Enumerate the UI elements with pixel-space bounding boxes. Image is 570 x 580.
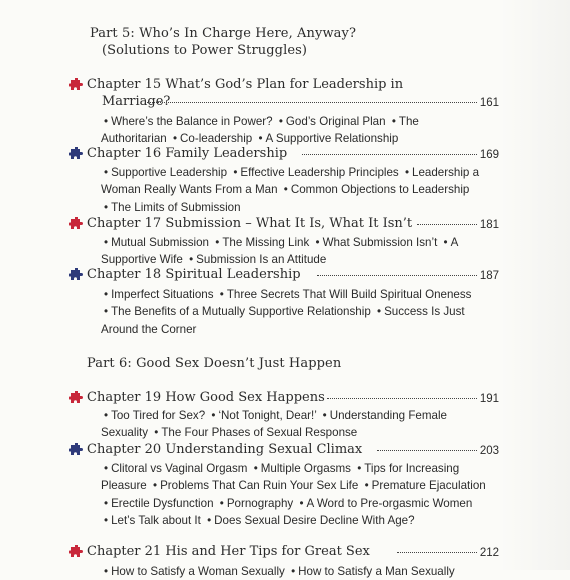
topic-item: Submission Is an Attitude [196,253,327,267]
bullet: • [283,183,288,197]
bullet: • [315,236,320,249]
bullet: • [207,513,212,527]
chapter-title: Chapter 15 What’s God’s Plan for Leadership in [87,77,404,92]
topic-item: What Submission Isn’t [322,236,438,249]
chapter-20-topics [101,460,486,529]
topic-item: ‘Not Tonight, Dear!’ [218,409,317,422]
chapter-title: Chapter 19 How Good Sex Happens [87,390,325,405]
topic-item: Tips for Increasing Pleasure [101,462,460,493]
chapter-15-entry [69,77,499,111]
page-number: 212 [479,547,499,559]
topic-item: Three Secrets That Will Build Spiritual Oneness [226,288,472,301]
page-number: 187 [479,270,499,282]
topic-item: The Four Phases of Sexual Response [161,426,358,440]
bullet: • [391,115,396,128]
topic-item: How to Satisfy a Man Sexually [298,565,455,578]
chapter-18-entry [69,267,499,284]
bullet: • [364,479,369,493]
red-puzzle-icon [69,78,83,92]
chapter-18-topics [101,286,486,338]
chapter-17-topics [101,234,486,269]
chapter-title: Chapter 18 Spiritual Leadership [87,267,301,282]
page-number: 191 [479,393,499,405]
bullet: • [104,462,109,475]
topic-item: Mutual Submission [111,236,210,249]
topic-item: Does Sexual Desire Decline With Age? [214,513,415,527]
bullet: • [172,132,178,146]
topic-item: A Supportive Relationship [265,132,399,146]
bullet: • [377,305,382,319]
topic-item: Leadership a Woman Really Wants From a Man [101,166,480,197]
topic-item: The Limits of Submission [111,200,241,214]
topic-item: Common Objections to Leadership [290,183,470,197]
topic-item: Understanding Female Sexuality [101,409,447,440]
part-5-title: Part 5: Who’s In Charge Here, Anyway? [90,26,357,41]
red-puzzle-icon [69,217,83,231]
bullet: • [104,288,109,301]
part-6-title: Part 6: Good Sex Doesn’t Just Happen [87,356,342,371]
chapter-title-cont: Marriage? [102,94,171,109]
bullet: • [233,166,238,179]
bullet: • [291,565,296,578]
bullet: • [104,409,109,422]
topic-item: God’s Original Plan [285,115,386,128]
bullet: • [322,409,327,422]
bullet: • [154,426,159,440]
topic-item: Pornography [226,496,294,510]
blue-puzzle-icon [69,147,83,161]
bullet: • [104,513,109,527]
chapter-17-entry [69,216,499,233]
chapter-21-entry [69,544,499,561]
bullet: • [104,115,109,128]
red-puzzle-icon [69,391,83,405]
topic-item: Premature Ejaculation [371,479,486,493]
part-5-subtitle: (Solutions to Power Struggles) [102,43,308,58]
page-number: 169 [479,149,499,161]
bullet: • [357,462,362,475]
topic-item: Too Tired for Sex? [111,409,206,422]
chapter-title: Chapter 20 Understanding Sexual Climax [87,442,363,457]
bullet: • [211,409,216,422]
chapter-19-topics [101,407,486,442]
page-edge-shadow [500,0,570,570]
bullet: • [153,479,158,493]
bullet: • [219,288,224,301]
chapter-20-entry [69,442,499,459]
blue-puzzle-icon [69,443,83,457]
page-number: 161 [479,97,499,109]
chapter-19-entry [69,390,499,407]
bullet: • [404,166,410,179]
page-number: 203 [479,445,499,457]
topic-item: Let’s Talk about It [111,513,201,527]
red-puzzle-icon [69,545,83,559]
topic-item: A Word to Pre-orgasmic Women [306,496,473,510]
bullet: • [278,115,283,128]
topic-item: Success Is Just Around the Corner [101,305,465,336]
chapter-16-entry [69,146,499,163]
topic-item: The Missing Link [222,236,310,249]
bullet: • [104,200,109,214]
topic-item: Problems That Can Ruin Your Sex Life [160,479,359,493]
topic-item: Erectile Dysfunction [111,496,214,510]
chapter-title: Chapter 17 Submission – What It Is, What It Isn’t [87,216,413,231]
bullet: • [299,496,304,510]
bullet: • [104,496,109,510]
topic-item: The Authoritarian [101,115,419,146]
topic-item: Effective Leadership Principles [240,166,399,179]
chapter-16-topics [101,164,486,216]
chapter-title: Chapter 16 Family Leadership [87,146,288,161]
bullet: • [104,565,109,578]
blue-puzzle-icon [69,268,83,282]
topic-item: Clitoral vs Vaginal Orgasm [111,462,248,475]
topic-item: Supportive Leadership [111,166,228,179]
bullet: • [443,236,448,249]
bullet: • [253,462,258,475]
bullet: • [104,305,109,319]
chapter-15-topics [101,113,486,148]
topic-item: Multiple Orgasms [260,462,351,475]
topic-item: The Benefits of a Mutually Supportive Relationship [111,305,371,319]
topic-item: Imperfect Situations [111,288,214,301]
topic-item: How to Satisfy a Woman Sexually [111,565,285,578]
topic-item: Co-leadership [180,132,253,146]
bullet: • [219,496,224,510]
page-number: 181 [479,219,499,231]
topic-item: Where’s the Balance in Power? [111,115,273,128]
topic-item: A Supportive Wife [101,236,458,267]
bullet: • [104,236,109,249]
bullet: • [258,132,263,146]
chapter-title: Chapter 21 His and Her Tips for Great Sex [87,544,370,559]
bullet: • [215,236,220,249]
bullet: • [104,166,109,179]
bullet: • [189,253,194,267]
chapter-21-topics [101,563,486,580]
